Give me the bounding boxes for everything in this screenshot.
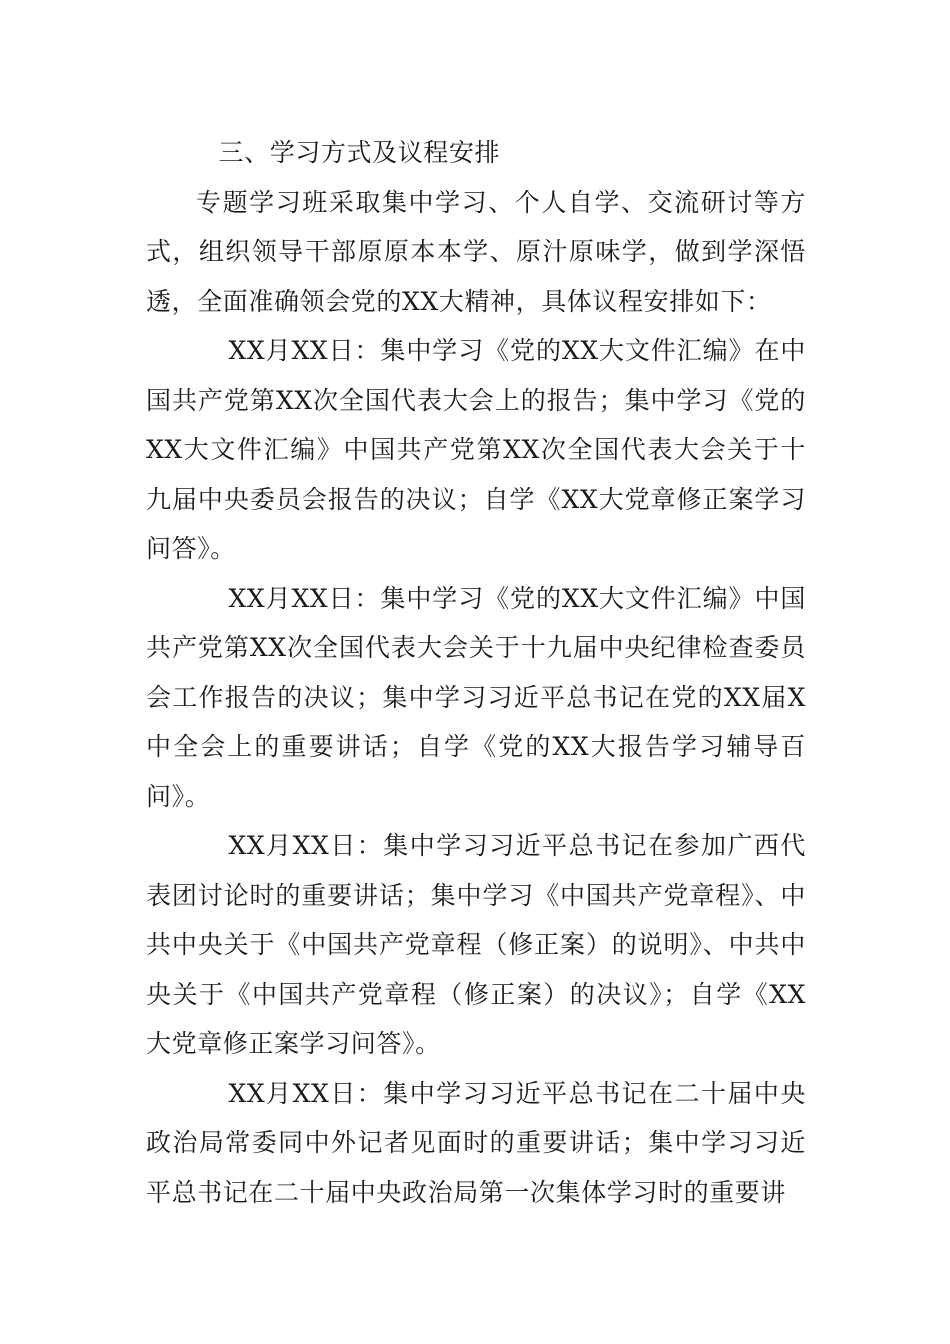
agenda-item-1: XX月XX日：集中学习《党的XX大文件汇编》在中国共产党第XX次全国代表大会上的报告；集中学习《党的XX大文件汇编》中国共产党第XX次全国代表大会关于十九届中央委员会报告的决议；自学《XX大党章修正案学习问答》。 (146, 336, 806, 563)
agenda-item-4: XX月XX日：集中学习习近平总书记在二十届中央政治局常委同中外记者见面时的重要讲话；集中学习习近平总书记在二十届中央政治局第一次集体学习时的重要讲 (146, 1078, 806, 1207)
section-heading: 三、学习方式及议程安排 (218, 138, 501, 167)
agenda-item-2: XX月XX日：集中学习《党的XX大文件汇编》中国共产党第XX次全国代表大会关于十九届中央纪律检查委员会工作报告的决议；集中学习习近平总书记在党的XX届X中全会上的重要讲话；自学《党的XX大报告学习辅导百问》。 (146, 583, 806, 811)
agenda-item-3: XX月XX日：集中学习习近平总书记在参加广西代表团讨论时的重要讲话；集中学习《中国共产党章程》、中共中央关于《中国共产党章程（修正案）的说明》、中共中央关于《中国共产党章程（修正案）的决议》；自学《XX大党章修正案学习问答》。 (146, 831, 806, 1058)
document-body (146, 128, 806, 1217)
intro-paragraph: 专题学习班采取集中学习、个人自学、交流研讨等方式，组织领导干部原原本本学、原汁原味学，做到学深悟透，全面准确领会党的XX大精神，具体议程安排如下： (146, 187, 806, 316)
